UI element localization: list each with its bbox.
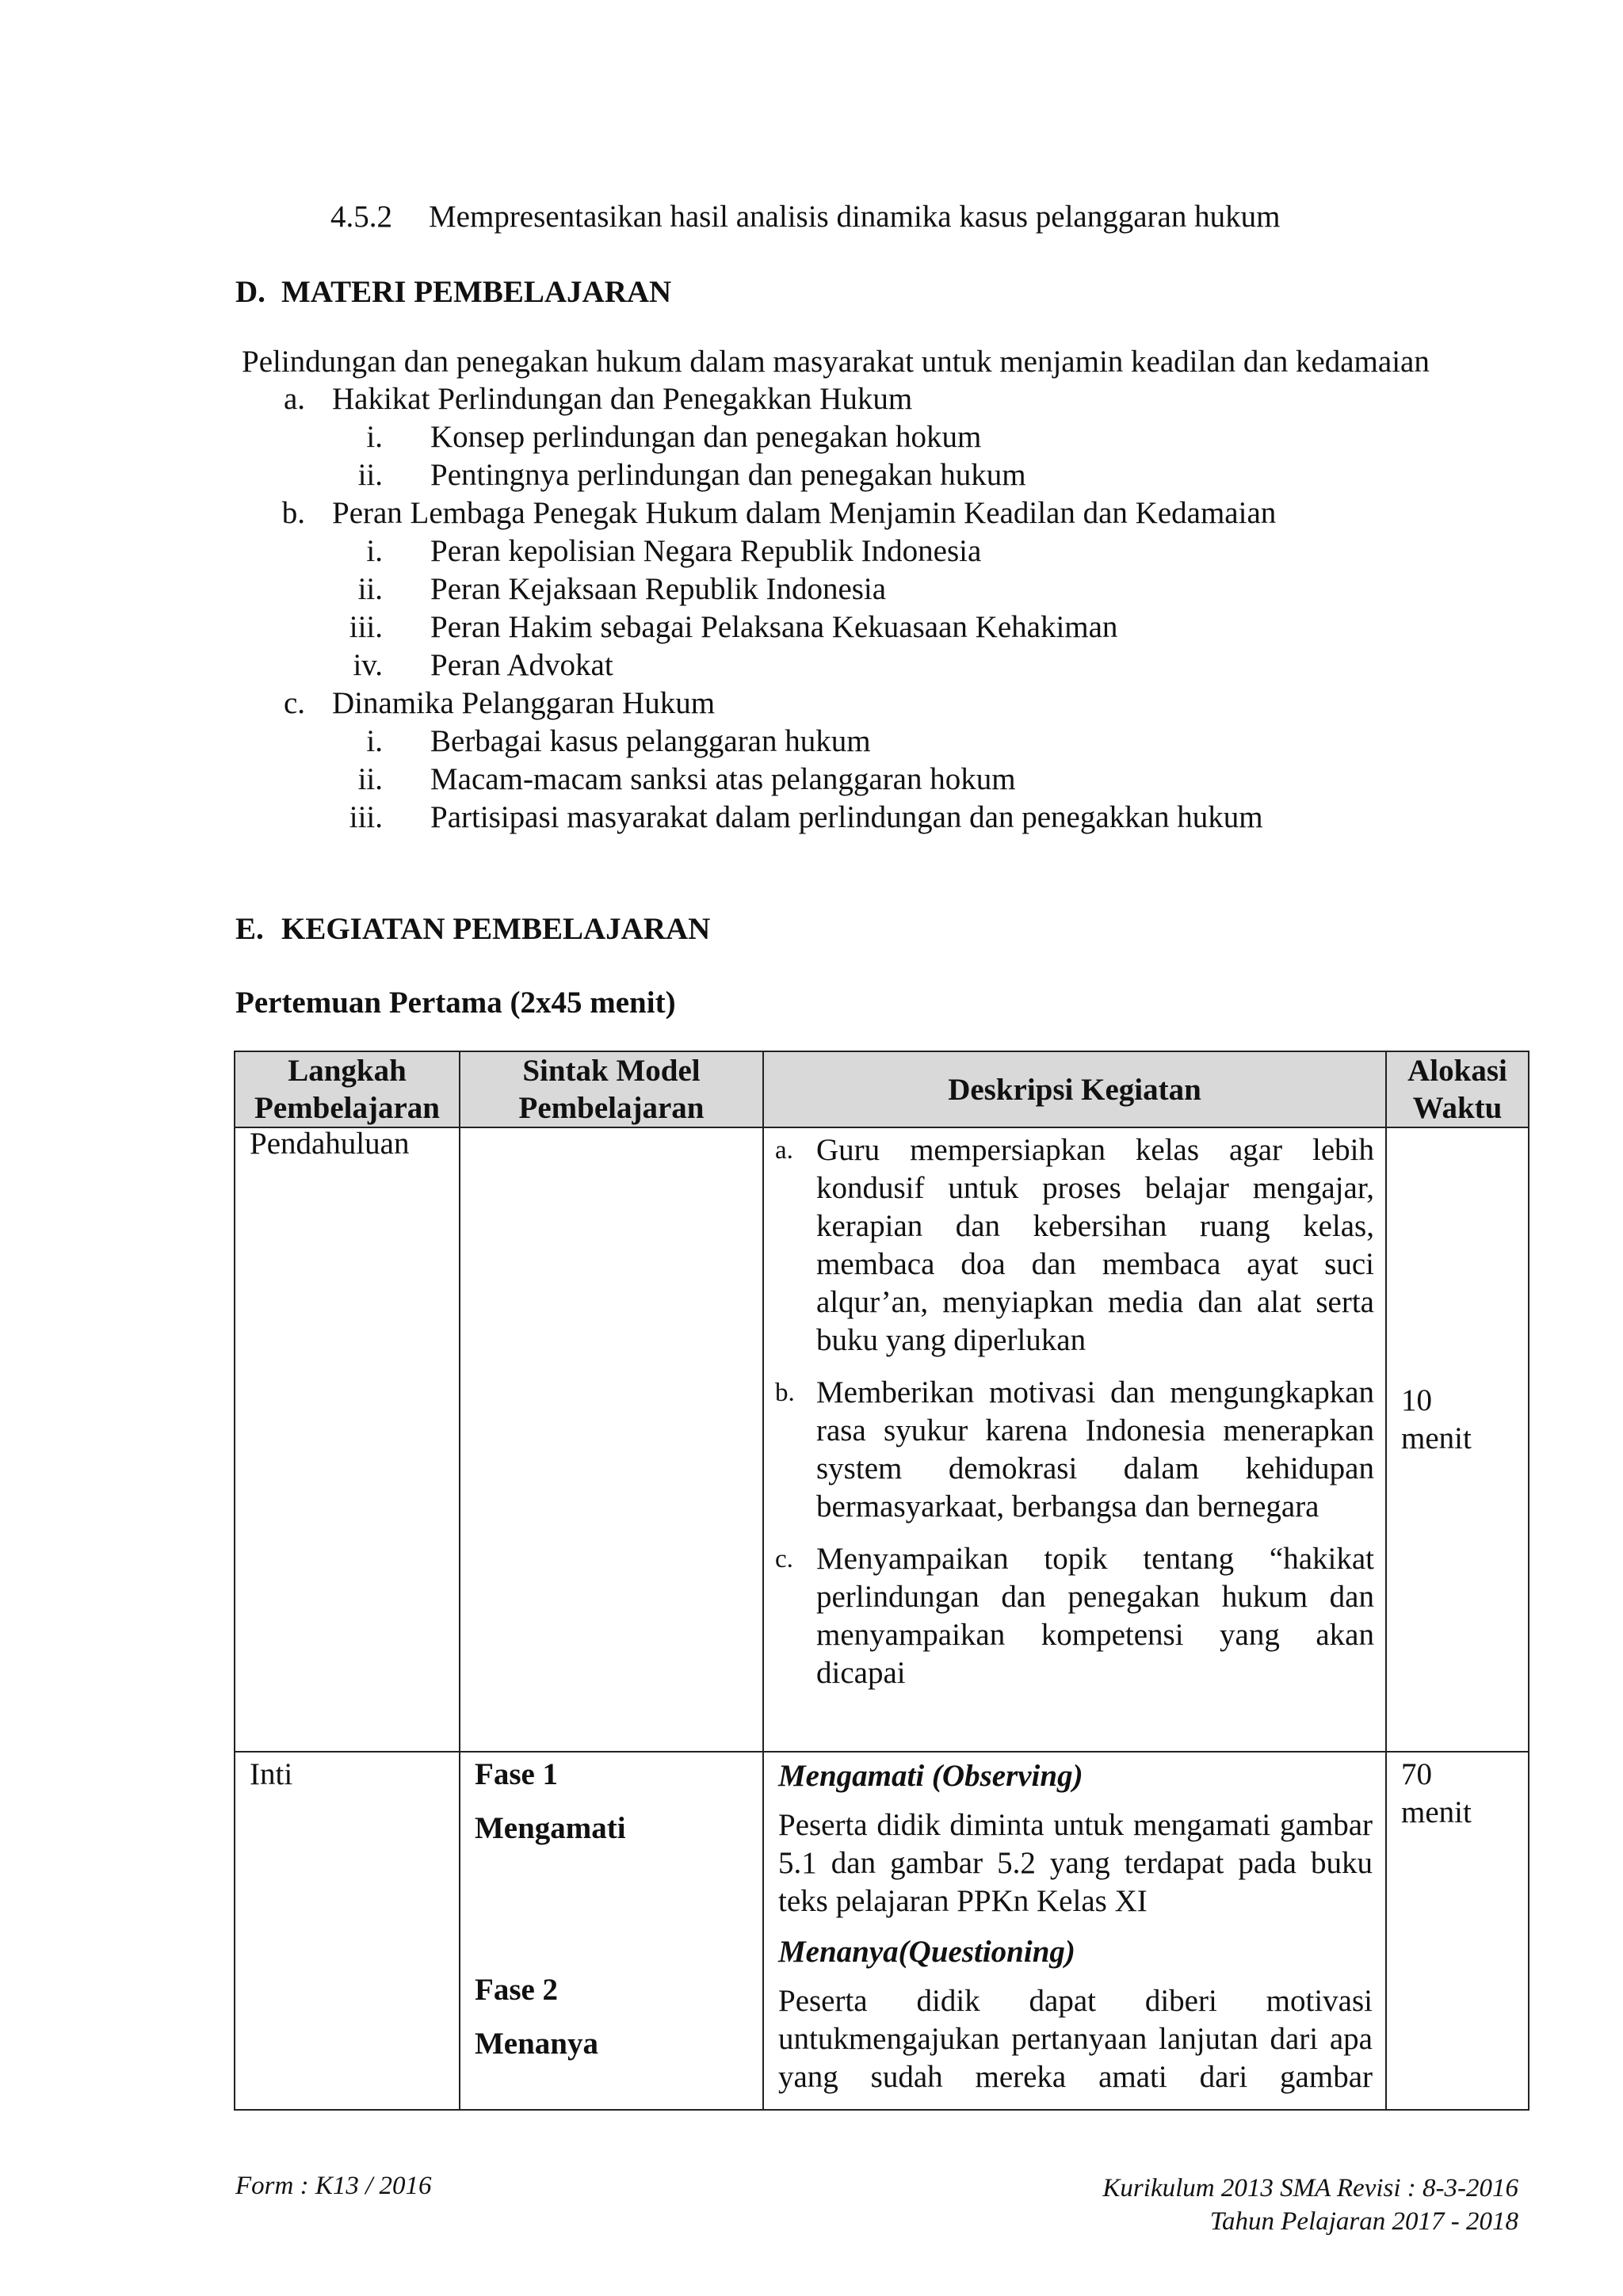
desc-item-b (764, 1374, 1385, 1526)
materi-item-text: Hakikat Perlindungan dan Penegakkan Hukum (332, 382, 913, 416)
indicator-text: Mempresentasikan hasil analisis dinamika kasus pelanggaran hukum (429, 200, 1281, 234)
materi-item-label: b. (281, 496, 305, 530)
desc-item-b-text: Memberikan motivasi dan mengungkapkan rasa syukur karena Indonesia menerapkan system demokrasi dalam kehidupan bermasyarkaat, berbangsa dan bernegara (816, 1375, 1374, 1524)
header-alokasi (1386, 1051, 1529, 1127)
materi-item-text: Peran Advokat (430, 648, 613, 682)
header-langkah (235, 1051, 460, 1127)
materi-item-label: iv. (353, 648, 383, 682)
cell-langkah-inti (235, 1752, 460, 2110)
section-e-heading (235, 911, 710, 947)
section-d-letter: D. (235, 275, 265, 309)
materi-item-text: Macam-macam sanksi atas pelanggaran hokum (430, 762, 1016, 796)
fase2-label: Fase 2 (475, 1973, 559, 2007)
indicator-number: 4.5.2 (330, 200, 392, 234)
cell-sintak-inti (460, 1752, 763, 2110)
desc-item-a-text: Guru mempersiapkan kelas agar lebih kondusif untuk proses belajar mengajar, kerapian dan kebersihan ruang kelas, membaca doa dan membaca ayat suci alqur’an, menyiapkan media dan alat serta buku yang diperlukan (816, 1133, 1374, 1357)
materi-item-text: Peran Lembaga Penegak Hukum dalam Menjamin Keadilan dan Kedamaian (332, 496, 1277, 530)
header-alokasi-line2: Waktu (1412, 1091, 1503, 1125)
header-deskripsi-text: Deskripsi Kegiatan (948, 1072, 1201, 1107)
header-langkah-line2: Pembelajaran (254, 1091, 440, 1125)
waktu-inti-value: 70 (1401, 1757, 1432, 1791)
materi-item-label: iii. (349, 800, 383, 834)
table-row-pendahuluan (235, 1127, 1529, 1752)
desc-item-b-label: b. (775, 1379, 795, 1407)
materi-intro: Pelindungan dan penegakan hukum dalam masyarakat untuk menjamin keadilan dan kedamaian (242, 345, 1430, 379)
footer-curriculum-line2: Tahun Pelajaran 2017 - 2018 (1209, 2207, 1518, 2236)
footer-form: Form : K13 / 2016 (235, 2172, 432, 2200)
meeting-title: Pertemuan Pertama (2x45 menit) (235, 986, 676, 1020)
materi-item-text: Dinamika Pelanggaran Hukum (332, 686, 716, 720)
materi-item-text: Partisipasi masyarakat dalam perlindungan dan penegakkan hukum (430, 800, 1263, 834)
section-e-letter: E. (235, 912, 264, 946)
activity-table (234, 1051, 1529, 2111)
inti-description (764, 1753, 1385, 2096)
sub-mengamati-title: Mengamati (Observing) (778, 1759, 1083, 1793)
materi-item-label: a. (283, 382, 305, 416)
header-sintak-line2: Pembelajaran (518, 1091, 705, 1125)
table-row-inti (235, 1752, 1529, 2110)
header-sintak (460, 1051, 763, 1127)
fase2-name: Menanya (475, 2027, 598, 2061)
section-d-title: MATERI PEMBELAJARAN (281, 275, 672, 309)
desc-item-a-label: a. (775, 1136, 793, 1165)
materi-item-text: Peran Hakim sebagai Pelaksana Kekuasaan Kehakiman (430, 610, 1118, 644)
materi-item-text: Konsep perlindungan dan penegakan hokum (430, 420, 982, 454)
desc-item-c-label: c. (775, 1545, 793, 1573)
header-alokasi-line1: Alokasi (1407, 1054, 1507, 1088)
langkah-pendahuluan-text: Pendahuluan (250, 1127, 410, 1161)
waktu-pendahuluan-unit: menit (1401, 1421, 1472, 1455)
fase1-label: Fase 1 (475, 1757, 559, 1791)
materi-item-label: i. (366, 724, 383, 758)
materi-item-text: Peran Kejaksaan Republik Indonesia (430, 572, 887, 606)
materi-item-label: ii. (357, 762, 383, 796)
section-d-heading (235, 274, 671, 310)
materi-item-text: Pentingnya perlindungan dan penegakan hukum (430, 458, 1026, 492)
cell-deskripsi-pendahuluan (763, 1127, 1386, 1752)
desc-item-c (764, 1540, 1385, 1692)
materi-item-text: Berbagai kasus pelanggaran hukum (430, 724, 871, 758)
header-deskripsi (763, 1051, 1386, 1127)
materi-item-label: ii. (357, 458, 383, 492)
desc-item-c-text: Menyampaikan topik tentang “hakikat perlindungan dan penegakan hukum dan menyampaikan kompetensi yang akan dicapai (816, 1542, 1374, 1690)
waktu-pendahuluan-value: 10 (1401, 1383, 1432, 1417)
sub-menanya-title: Menanya(Questioning) (778, 1935, 1075, 1969)
cell-deskripsi-inti (763, 1752, 1386, 2110)
waktu-inti-unit: menit (1401, 1795, 1472, 1829)
header-langkah-line1: Langkah (288, 1054, 407, 1088)
cell-waktu-inti (1386, 1752, 1529, 2110)
langkah-inti-text: Inti (250, 1757, 293, 1791)
indicator-line (330, 199, 1280, 235)
materi-item-label: iii. (349, 610, 383, 644)
materi-item-label: c. (283, 686, 305, 720)
header-sintak-line1: Sintak Model (522, 1054, 701, 1088)
materi-item-label: i. (366, 420, 383, 454)
materi-item-label: i. (366, 534, 383, 568)
fase1-name: Mengamati (475, 1811, 626, 1845)
footer-curriculum-line1: Kurikulum 2013 SMA Revisi : 8-3-2016 (1102, 2174, 1518, 2203)
cell-sintak-pendahuluan (460, 1127, 763, 1752)
section-e-title: KEGIATAN PEMBELAJARAN (281, 912, 711, 946)
sub-mengamati-text: Peserta didik diminta untuk mengamati gambar 5.1 dan gambar 5.2 yang terdapat pada buku teks pelajaran PPKn Kelas XI (778, 1808, 1373, 1918)
materi-item-label: ii. (357, 572, 383, 606)
materi-item-text: Peran kepolisian Negara Republik Indonesia (430, 534, 982, 568)
cell-waktu-pendahuluan (1386, 1127, 1529, 1752)
table-header-row (235, 1051, 1529, 1127)
sub-menanya-text: Peserta didik dapat diberi motivasi untukmengajukan pertanyaan lanjutan dari apa yang sudah mereka amati dari gambar (778, 1984, 1373, 2094)
cell-langkah-pendahuluan (235, 1127, 460, 1752)
desc-item-a (764, 1131, 1385, 1360)
footer-curriculum (1102, 2172, 1518, 2238)
